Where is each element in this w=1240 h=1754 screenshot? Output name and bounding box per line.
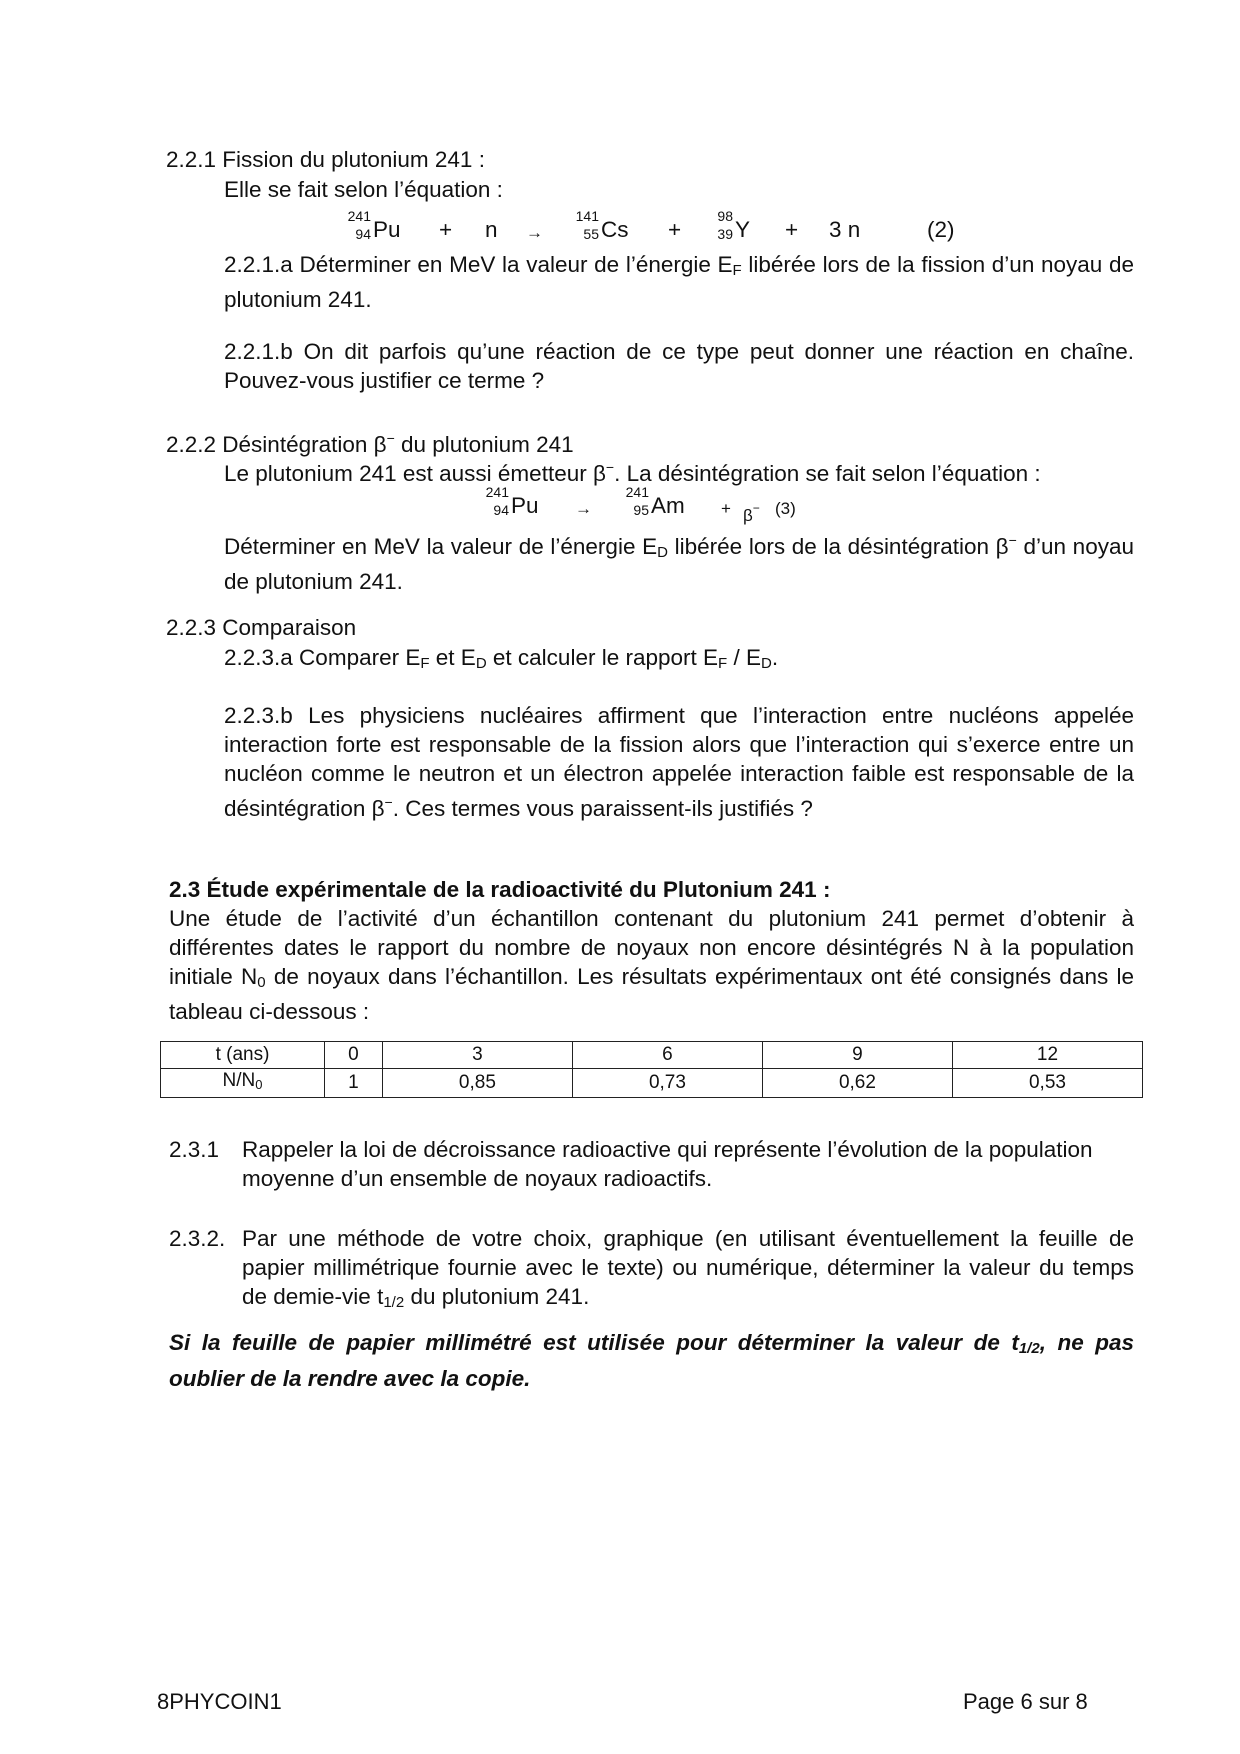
question-2-2-1-a: 2.2.1.a Déterminer en MeV la valeur de l’énergie $E_F$ libérée lors de la fission d’un noyau de plutonium 241. — [224, 252, 1134, 312]
table-cell: 0,62 — [762, 1069, 952, 1098]
question-2-3-2: 2.3.2. Par une méthode de votre choix, graphique (en utilisant éventuellement la feuille de papier millimétrique fournie avec le texte) ou numérique, déterminer la valeur du temps de demie-vie $t_{1/2}$ du plutonium 241. — [169, 1226, 1134, 1311]
table-cell: 0,73 — [572, 1069, 762, 1098]
table-cell: 0 — [325, 1042, 383, 1069]
nuclide-am-241: 241 95 Am — [625, 484, 685, 518]
question-2-2-1-b: 2.2.1.b On dit parfois qu’une réaction de ce type peut donner une réaction en chaîne. Pouvez-vous justifier ce terme ? — [224, 339, 1134, 393]
nuclide-y-98: 98 39 Y — [717, 208, 751, 242]
question-2-2-3-b: 2.2.3.b Les physiciens nucléaires affirment que l’interaction entre nucléons appelée interaction forte est responsable de la fission alors que l’interaction qui s’exerce entre un nucléon comme le neutron et un électron appelée interaction faible est responsable de la désintégration β−. Ces termes vous paraissent-ils justifiés ? — [224, 703, 1134, 821]
section-2-3-intro: Une étude de l’activité d’un échantillon contenant du plutonium 241 permet d’obtenir à différentes dates le rapport du nombre de noyaux non encore désintégrés N à la population initiale $N_0$ de noyaux dans l’échantillon. Les résultats expérimentaux ont été consignés dans le tableau ci-dessous : — [169, 906, 1134, 1024]
nuclide-pu-241-decay: 241 94 Pu — [485, 484, 539, 518]
graph-paper-note: Si la feuille de papier millimétré est utilisée pour déterminer la valeur de $t_{1/2}$, ne pas oublier de la rendre avec la copie. — [169, 1330, 1134, 1391]
equation-label-2: (2) — [927, 217, 955, 242]
table-cell: 0,85 — [382, 1069, 572, 1098]
row-header-time: t (ans) — [161, 1042, 325, 1069]
decay-data-table — [160, 1041, 1143, 1098]
section-2-2-2-intro: Le plutonium 241 est aussi émetteur β−. La désintégration se fait selon l’équation : — [224, 459, 1041, 486]
neutron-symbol: n — [485, 217, 498, 242]
exam-code: 8PHYCOIN1 — [157, 1689, 282, 1714]
page-number: Page 6 sur 8 — [963, 1689, 1088, 1714]
section-2-2-1-heading: 2.2.1 Fission du plutonium 241 : — [166, 147, 485, 172]
neutrons: 3 n — [829, 217, 861, 242]
arrow-icon: → — [526, 223, 543, 242]
table-cell: 12 — [952, 1042, 1142, 1069]
section-2-2-3-heading: 2.2.3 Comparaison — [166, 615, 357, 640]
exam-page: 2.2.1 Fission du plutonium 241 : Elle se fait selon l’équation : 241 94 Pu + n → 141 55 Cs + 98 39 Y + 3 n (2) 2.2.1.a Déterminer en MeV la valeur de l’énergie $E_F$ libérée lors de la fission d’un noyau de plutonium 241. 2.2.1.b On dit parfois qu’une réaction de ce type peut donner une réaction en chaîne. Pouvez-vous justifier ce terme ? 2.2.2 Désintégration β− du plutonium 241 Le plutonium 241 est aussi émetteur β−. La désintégration se fait selon l’équation : 241 94 Pu → 241 95 Am + β− (3) Déterminer en MeV la valeur de l’énergie $E_D$ libérée lors de la désintégration β− d’un noyau de plutonium 241. 2.2.3 Comparaison 2.2.3.a Comparer $E_F$ et $E_D$ et calculer le rapport $E_F / E_D$. 2.2.3.b Les physiciens nucléaires affirment que l’interaction entre nucléons appelée interaction forte est responsable de la fission alors que l’interaction qui s’exerce entre un nucléon comme le neutron et un électron appelée interaction faible est responsable de la désintégration β−. Ces termes vous paraissent-ils justifiés ? 2.3 Étude expérimentale de la radioactivité du Plutonium 241 : Une étude de l’activité d’un échantillon contenant du plutonium 241 permet d’obtenir à différentes dates le rapport du nombre de noyaux non encore désintégrés N à la population initiale $N_0$ de noyaux dans l’échantillon. Les résultats expérimentaux ont été consignés dans le tableau ci-dessous : t (ans) 0 3 6 9 12 $N/N_0$ 1 0,85 0,73 0,62 0,53 2.3.1 Rappeler la loi de décroissance radioactive qui représente l’évolution de la population moyenne d’un ensemble de noyaux radioactifs. 2.3.2. Par une méthode de votre choix, graphique (en utilisant éventuellement la feuille de papier millimétrique fournie avec le texte) ou numérique, déterminer la valeur du temps de demie-vie $t_{1/2}$ du plutonium 241. Si la feuille de papier millimétré est utilisée pour déterminer la valeur de $t_{1/2}$, ne pas oublier de la rendre avec la copie. 8PHYCOIN1 Page 6 sur 8 — [0, 0, 1240, 1754]
table-row — [161, 1042, 1143, 1069]
question-2-2-3-a: 2.2.3.a Comparer $E_F$ et $E_D$ et calculer le rapport $E_F / E_D$. — [224, 645, 779, 672]
section-2-2-2-heading: 2.2.2 Désintégration β− du plutonium 241 — [166, 430, 574, 457]
question-2-2-2: Déterminer en MeV la valeur de l’énergie $E_D$ libérée lors de la désintégration β− d’un noyau de plutonium 241. — [224, 532, 1134, 594]
beta-particle: β− — [743, 501, 760, 525]
section-2-2-1-intro: Elle se fait selon l’équation : — [224, 177, 503, 202]
section-2-3-heading: 2.3 Étude expérimentale de la radioactivité du Plutonium 241 : — [169, 877, 831, 902]
arrow-icon: → — [575, 499, 592, 518]
table-cell: 6 — [572, 1042, 762, 1069]
nuclide-pu-241: 241 94 Pu — [347, 208, 401, 242]
row-header-ratio: $N/N_0$ — [161, 1069, 325, 1098]
question-2-3-1: 2.3.1 Rappeler la loi de décroissance radioactive qui représente l’évolution de la population moyenne d’un ensemble de noyaux radioactifs. — [169, 1137, 1093, 1191]
table-row — [161, 1069, 1143, 1098]
table-cell: 0,53 — [952, 1069, 1142, 1098]
table-cell: 3 — [382, 1042, 572, 1069]
table-cell: 9 — [762, 1042, 952, 1069]
equation-label-3: (3) — [775, 499, 796, 518]
table-cell: 1 — [325, 1069, 383, 1098]
nuclide-cs-141: 141 55 Cs — [575, 208, 629, 242]
